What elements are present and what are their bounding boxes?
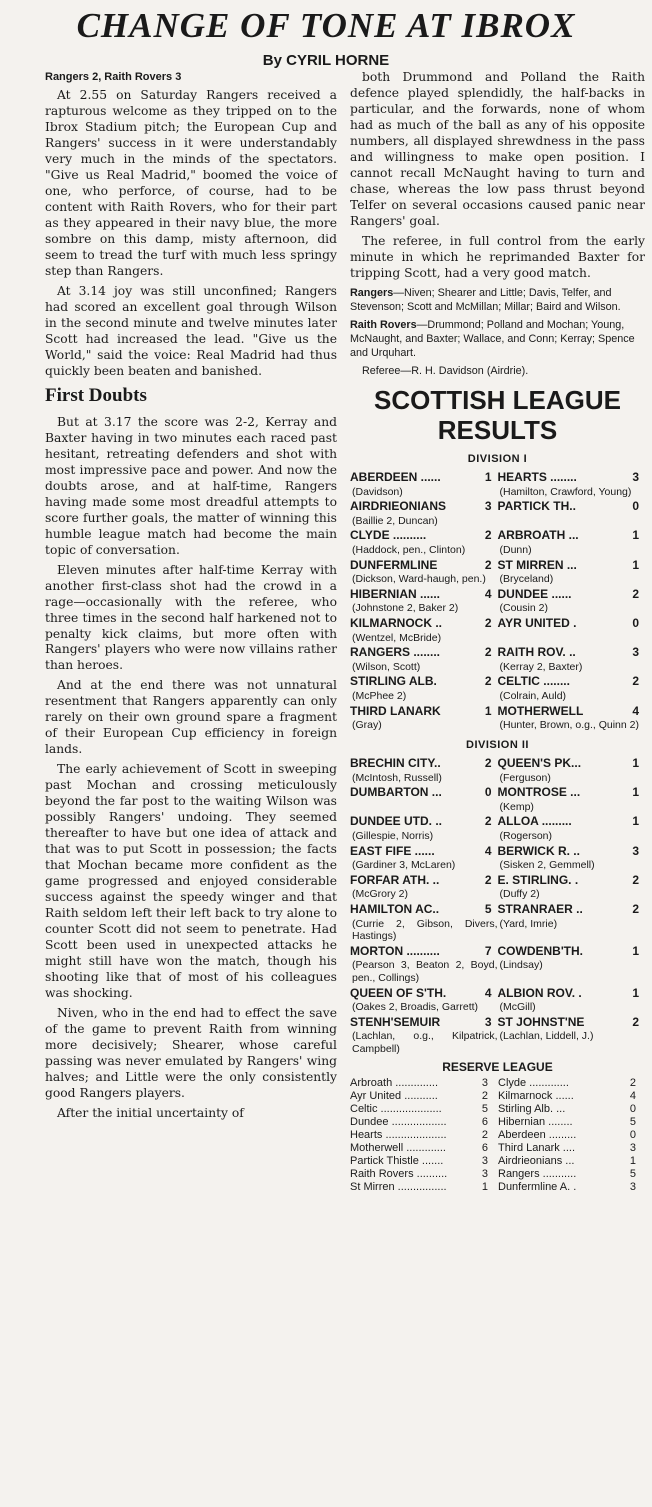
goal-scorers: (Bryceland): [499, 573, 554, 586]
goal-scorers: (Yard, Imrie): [499, 917, 558, 930]
home-team: [350, 902, 498, 943]
goal-scorers: (McGill): [499, 1001, 536, 1014]
reserve-match-result: [350, 1181, 645, 1194]
team-name: ALBION ROV. .: [497, 985, 582, 1000]
goal-scorers: (Lachlan, Liddell, J.): [499, 1030, 594, 1043]
article-paragraph: But at 3.17 the score was 2-2, Kerray and Baxter having in two minutes each raced past hesitant, retreating defenders and shot with most impressive pace and power. And now the doubts arose, and at half-time, Rangers having made some most dreadful attempts to score further goals, the matter of winning this humble league match had become the main topic of conversation.: [45, 414, 337, 557]
team-goals: 0: [632, 616, 639, 630]
team-name: Clyde .............: [498, 1077, 569, 1090]
away-team: [498, 499, 646, 527]
team-goals: 3: [481, 1167, 488, 1180]
away-team: [498, 756, 646, 784]
team-name: AIRDRIEONIANS: [350, 499, 447, 514]
referee-line: Referee—R. H. Davidson (Airdrie).: [362, 364, 529, 377]
goal-scorers: (Lachlan, o.g., Kilpatrick, Campbell): [352, 1030, 498, 1055]
team-name: ABERDEEN ......: [350, 470, 441, 485]
goal-scorers: (Kerray 2, Baxter): [499, 660, 583, 673]
team-goals: 2: [632, 872, 639, 887]
team-goals: 1: [632, 557, 639, 572]
goal-scorers: (Wentzel, McBride): [352, 631, 442, 644]
away-team: [498, 902, 646, 943]
rangers-label: Rangers: [350, 286, 394, 299]
team-goals: 7: [484, 943, 492, 958]
team-name: RANGERS ........: [350, 645, 441, 660]
article-body-part-2: [45, 415, 337, 1122]
goal-scorers: (Pearson 3, Beaton 2, Boyd, pen., Collings): [352, 959, 498, 984]
team-name: Third Lanark ....: [498, 1141, 576, 1154]
goal-scorers: (Gardiner 3, McLaren): [352, 859, 456, 872]
team-name: DUNDEE ......: [497, 586, 572, 601]
home-team: [350, 528, 498, 556]
team-goals: 2: [484, 872, 492, 887]
away-team: [498, 944, 646, 985]
raith-label: Raith Rovers: [350, 318, 417, 331]
team-name: MORTON ..........: [350, 943, 440, 958]
reserve-match-result: [350, 1077, 645, 1090]
goal-scorers: (Oakes 2, Broadis, Garrett): [352, 1001, 479, 1014]
team-goals: 6: [481, 1141, 488, 1154]
team-name: DUNDEE UTD. ..: [350, 814, 443, 829]
team-goals: 3: [632, 843, 639, 858]
away-team: [498, 986, 646, 1014]
team-name: Kilmarnock ......: [498, 1090, 574, 1103]
team-goals: 3: [481, 1154, 488, 1167]
team-name: ST JOHNST'NE: [497, 1014, 585, 1029]
home-team: [350, 1181, 498, 1194]
reserve-match-result: [350, 1168, 645, 1181]
team-name: Dundee ..................: [350, 1116, 447, 1129]
match-result: [350, 785, 645, 813]
match-result: [350, 902, 645, 943]
team-name: Airdrieonians ...: [498, 1154, 575, 1167]
match-result: [350, 499, 645, 527]
match-result: [350, 704, 645, 732]
away-team: [498, 674, 646, 702]
match-result: [350, 756, 645, 784]
away-team: [498, 1155, 636, 1168]
team-goals: 2: [484, 616, 492, 630]
home-team: [350, 1090, 498, 1103]
goal-scorers: (Duffy 2): [499, 888, 540, 901]
team-goals: 4: [484, 586, 492, 601]
team-goals: 3: [632, 645, 639, 660]
match-result: [350, 674, 645, 702]
team-goals: 2: [484, 814, 492, 829]
article-paragraph: both Drummond and Polland the Raith defence played splendidly, the half-backs in particular, and the forwards, none of whom had as much of the ball as any of his opposite numbers, all displayed shrewdness in the pass and willingness to make open position. I cannot recall McNaught having to turn and chase, whereas the low pass thrust beyond Telfer on several occasions caused panic near Rangers' goal.: [350, 70, 645, 228]
team-name: QUEEN OF S'TH.: [350, 985, 447, 1000]
goal-scorers: (Cousin 2): [499, 602, 548, 615]
division-1-heading: DIVISION I: [467, 452, 528, 465]
team-goals: 5: [629, 1167, 636, 1180]
home-team: [350, 674, 498, 702]
home-team: [350, 499, 498, 527]
team-goals: 3: [481, 1077, 488, 1090]
team-name: Motherwell .............: [350, 1141, 446, 1154]
away-team: [498, 528, 646, 556]
team-name: QUEEN'S PK...: [497, 756, 582, 771]
match-result: [350, 814, 645, 842]
team-name: STIRLING ALB.: [350, 674, 437, 689]
article-paragraph: The referee, in full control from the early minute in which he reprimanded Baxter for tripping Scott, had a very good match.: [350, 233, 645, 280]
team-goals: 3: [484, 1014, 492, 1029]
team-goals: 2: [484, 557, 492, 572]
home-team: [350, 587, 498, 615]
away-team: [498, 844, 646, 872]
goal-scorers: (Hamilton, Crawford, Young): [499, 485, 632, 498]
team-name: COWDENB'TH.: [497, 943, 584, 958]
home-team: [350, 645, 498, 673]
team-name: Celtic ....................: [350, 1103, 442, 1116]
away-team: [498, 704, 646, 732]
match-result: [350, 844, 645, 872]
team-goals: 0: [629, 1103, 636, 1116]
team-name: Aberdeen .........: [498, 1128, 577, 1141]
team-name: DUNFERMLINE: [350, 557, 438, 572]
team-goals: 6: [481, 1116, 488, 1129]
team-goals: 2: [632, 674, 639, 689]
home-team: [350, 944, 498, 985]
team-name: Rangers ...........: [498, 1167, 577, 1180]
team-name: Dunfermline A. .: [498, 1180, 577, 1193]
score-line: Rangers 2, Raith Rovers 3: [45, 71, 182, 83]
subheading: First Doubts: [45, 385, 147, 407]
headline: CHANGE OF TONE AT IBROX: [76, 6, 576, 45]
match-result: [350, 944, 645, 985]
article-paragraph: Eleven minutes after half-time Kerray with another first-class shot had the crowd in a rage—occasionally with the referee, who three times in the second half harkened not to penalty kick claims, but more often with Rangers' players who were now villains rather than heroes.: [45, 562, 337, 673]
away-team: [498, 1015, 646, 1056]
away-team: [498, 470, 646, 498]
league-title: [350, 386, 645, 446]
article-body-part-3: [350, 70, 645, 282]
team-name: EAST FIFE ......: [350, 843, 435, 858]
reserve-match-result: [350, 1129, 645, 1142]
team-goals: 2: [481, 1090, 488, 1103]
team-goals: 2: [629, 1077, 636, 1090]
goal-scorers: (McIntosh, Russell): [352, 771, 442, 784]
raith-players: —Drummond; Polland and Mochan; Young, McNaught, and Baxter; Wallace, and Conn; Kerray; Spence and Urquhart.: [350, 318, 635, 359]
team-goals: 5: [484, 901, 492, 916]
reserve-league-results: [350, 1077, 645, 1194]
home-team: [350, 756, 498, 784]
division-1-results: [350, 470, 645, 732]
team-goals: 2: [632, 1014, 639, 1029]
team-goals: 0: [629, 1128, 636, 1141]
reserve-match-result: [350, 1103, 645, 1116]
goal-scorers: (McGrory 2): [352, 888, 408, 901]
goal-scorers: (Baillie 2, Duncan): [352, 514, 438, 527]
article-paragraph: At 3.14 joy was still unconfined; Rangers had scored an excellent goal through Wilson in the second minute and twelve minutes later Scott had increased the lead. "Give us the World," said the voice: Real Madrid had thus quickly been beaten and banished.: [45, 284, 337, 379]
away-team: [498, 558, 646, 586]
rangers-players: —Niven; Shearer and Little; Davis, Telfer, and Stevenson; Scott and McMillan; Millar; Baird and Wilson.: [350, 286, 621, 313]
reserve-league-heading: RESERVE LEAGUE: [442, 1059, 553, 1074]
division-2-results: [350, 756, 645, 1055]
article-paragraph: Niven, who in the end had to effect the save of the game to prevent Raith from winning more decisively; Shearer, whose careful passing was never emulated by Rangers' wing halves; and Little were the only consistently good Rangers players.: [45, 1006, 337, 1101]
team-goals: 3: [629, 1141, 636, 1154]
team-name: HAMILTON AC..: [350, 901, 440, 916]
league-title-line-1: SCOTTISH LEAGUE: [373, 384, 621, 415]
away-team: [498, 1103, 636, 1116]
team-name: CELTIC ........: [497, 674, 570, 689]
team-goals: 1: [632, 756, 639, 771]
match-result: [350, 645, 645, 673]
home-team: [350, 785, 498, 813]
team-name: RAITH ROV. ..: [497, 645, 576, 660]
home-team: [350, 873, 498, 901]
goal-scorers: (Currie 2, Gibson, Divers, Hastings): [352, 917, 498, 943]
article-column-left: [45, 70, 337, 1126]
home-team: [350, 1015, 498, 1056]
team-name: FORFAR ATH. ..: [350, 872, 440, 887]
home-team: [350, 1103, 498, 1116]
rangers-lineup: [350, 286, 645, 314]
article-paragraph: At 2.55 on Saturday Rangers received a rapturous welcome as they tripped on to the Ibrox Stadium pitch; the European Cup and Rangers' success in it were understandably very much in the minds of the spectators. "Give us Real Madrid," boomed the voice of one, who perforce, of course, had to be content with Raith Rovers, who for their part as they appeared in their navy blue, the more sombre on this damp, misty afternoon, did seem to tread the turf with much less springy step than Rangers.: [45, 88, 337, 279]
team-goals: 4: [629, 1090, 636, 1103]
reserve-match-result: [350, 1142, 645, 1155]
team-goals: 0: [632, 499, 639, 514]
home-team: [350, 1155, 498, 1168]
team-name: MONTROSE ...: [497, 785, 581, 800]
team-goals: 1: [632, 943, 639, 958]
home-team: [350, 1142, 498, 1155]
team-goals: 5: [629, 1116, 636, 1129]
team-goals: 2: [484, 528, 492, 543]
away-team: [498, 587, 646, 615]
away-team: [498, 1090, 636, 1103]
team-goals: 3: [484, 499, 492, 514]
team-name: Partick Thistle .......: [350, 1154, 444, 1167]
goal-scorers: (Johnstone 2, Baker 2): [352, 602, 459, 615]
home-team: [350, 986, 498, 1014]
goal-scorers: (Dunn): [499, 544, 532, 557]
reserve-match-result: [350, 1090, 645, 1103]
home-team: [350, 704, 498, 732]
team-name: DUMBARTON ...: [350, 785, 442, 800]
team-name: ARBROATH ...: [497, 528, 579, 543]
goal-scorers: (Kemp): [499, 800, 534, 813]
team-name: Hibernian ........: [498, 1116, 573, 1129]
article-paragraph: And at the end there was not unnatural resentment that Rangers apparently can only rarely on their own ground spare a fragment of their European Cup efficiency in foreign lands.: [45, 678, 337, 757]
away-team: [498, 873, 646, 901]
team-name: Arbroath ..............: [350, 1077, 439, 1090]
away-team: [498, 1168, 636, 1181]
team-goals: 2: [484, 756, 492, 771]
team-goals: 3: [632, 470, 639, 485]
raith-lineup: [350, 318, 645, 360]
team-goals: 1: [629, 1154, 636, 1167]
goal-scorers: (Gillespie, Norris): [352, 830, 434, 843]
article-column-right: [350, 70, 645, 1194]
home-team: [350, 1129, 498, 1142]
article-paragraph: The early achievement of Scott in sweeping past Mochan and crossing meticulously beyond the far post to the waiting Wilson was possibly Rangers' undoing. They seemed thereafter to have but one idea of attack and that was to put Scott in possession; the facts that Mochan became more confident as the game progressed and enjoyed considerable success against the speedy winger and that Raith seldom left their left back to try alone to counter Scott did not seem to penetrate. Had Scott been used in unexpected attacks he might still have won the match, though his shooting like that of most of his colleagues was shocking.: [45, 762, 337, 1001]
team-goals: 3: [629, 1180, 636, 1193]
article-paragraph: After the initial uncertainty of: [57, 1106, 244, 1121]
team-name: CLYDE ..........: [350, 528, 427, 543]
away-team: [498, 1142, 636, 1155]
team-name: St Mirren ................: [350, 1180, 447, 1193]
team-name: ALLOA .........: [497, 814, 572, 829]
team-goals: 1: [632, 814, 639, 829]
match-result: [350, 587, 645, 615]
team-name: BRECHIN CITY..: [350, 756, 441, 771]
away-team: [498, 1181, 636, 1194]
team-goals: 2: [484, 674, 492, 689]
match-result: [350, 616, 645, 644]
away-team: [498, 645, 646, 673]
goal-scorers: (Sisken 2, Gemmell): [499, 859, 595, 872]
team-goals: 1: [484, 703, 492, 718]
team-goals: 5: [481, 1103, 488, 1116]
team-goals: 1: [632, 985, 639, 1000]
reserve-match-result: [350, 1155, 645, 1168]
team-goals: 2: [484, 645, 492, 660]
team-goals: 1: [481, 1180, 488, 1193]
team-goals: 2: [632, 586, 639, 601]
home-team: [350, 844, 498, 872]
team-name: MOTHERWELL: [497, 703, 584, 718]
team-goals: 2: [481, 1128, 488, 1141]
home-team: [350, 1077, 498, 1090]
team-name: BERWICK R. ..: [497, 843, 580, 858]
byline: By CYRIL HORNE: [262, 52, 390, 69]
team-goals: 0: [484, 785, 492, 800]
match-result: [350, 986, 645, 1014]
league-title-line-2: RESULTS: [437, 414, 558, 445]
team-name: STENH'SEMUIR: [350, 1014, 441, 1029]
away-team: [498, 814, 646, 842]
match-result: [350, 528, 645, 556]
home-team: [350, 814, 498, 842]
match-result: [350, 558, 645, 586]
goal-scorers: (Gray): [352, 719, 382, 732]
home-team: [350, 470, 498, 498]
goal-scorers: (Rogerson): [499, 830, 553, 843]
away-team: [498, 785, 646, 813]
home-team: [350, 558, 498, 586]
team-name: THIRD LANARK: [350, 703, 441, 718]
team-goals: 4: [484, 843, 492, 858]
away-team: [498, 1129, 636, 1142]
team-name: Raith Rovers ..........: [350, 1167, 448, 1180]
home-team: [350, 616, 498, 644]
team-name: ST MIRREN ...: [497, 557, 577, 572]
team-name: Stirling Alb. ...: [498, 1103, 566, 1116]
match-result: [350, 873, 645, 901]
goal-scorers: (Ferguson): [499, 771, 551, 784]
away-team: [498, 616, 646, 644]
team-name: Hearts ....................: [350, 1128, 447, 1141]
goal-scorers: (Lindsay): [499, 959, 543, 972]
team-name: KILMARNOCK ..: [350, 616, 442, 630]
team-name: STRANRAER ..: [497, 901, 583, 916]
goal-scorers: (Wilson, Scott): [352, 660, 421, 673]
home-team: [350, 1168, 498, 1181]
team-goals: 4: [484, 985, 492, 1000]
reserve-match-result: [350, 1116, 645, 1129]
goal-scorers: (Colrain, Auld): [499, 689, 567, 702]
team-name: Ayr United ...........: [350, 1090, 438, 1103]
goal-scorers: (Haddock, pen., Clinton): [352, 544, 466, 557]
division-2-heading: DIVISION II: [466, 738, 529, 751]
team-goals: 4: [632, 703, 639, 718]
team-name: HIBERNIAN ......: [350, 586, 441, 601]
home-team: [350, 1116, 498, 1129]
goal-scorers: (Dickson, Ward-haugh, pen.): [352, 573, 486, 586]
team-name: PARTICK TH..: [497, 499, 576, 514]
team-goals: 1: [632, 528, 639, 543]
match-result: [350, 470, 645, 498]
team-name: E. STIRLING. .: [497, 872, 579, 887]
goal-scorers: (McPhee 2): [352, 689, 407, 702]
team-name: AYR UNITED .: [497, 616, 577, 630]
team-goals: 1: [484, 470, 492, 485]
match-result: [350, 1015, 645, 1056]
team-name: HEARTS ........: [497, 470, 577, 485]
away-team: [498, 1116, 636, 1129]
team-goals: 2: [632, 901, 639, 916]
article-body-part-1: [45, 88, 337, 380]
goal-scorers: (Davidson): [352, 485, 403, 498]
goal-scorers: (Hunter, Brown, o.g., Quinn 2): [499, 719, 639, 732]
away-team: [498, 1077, 636, 1090]
team-goals: 1: [632, 785, 639, 800]
